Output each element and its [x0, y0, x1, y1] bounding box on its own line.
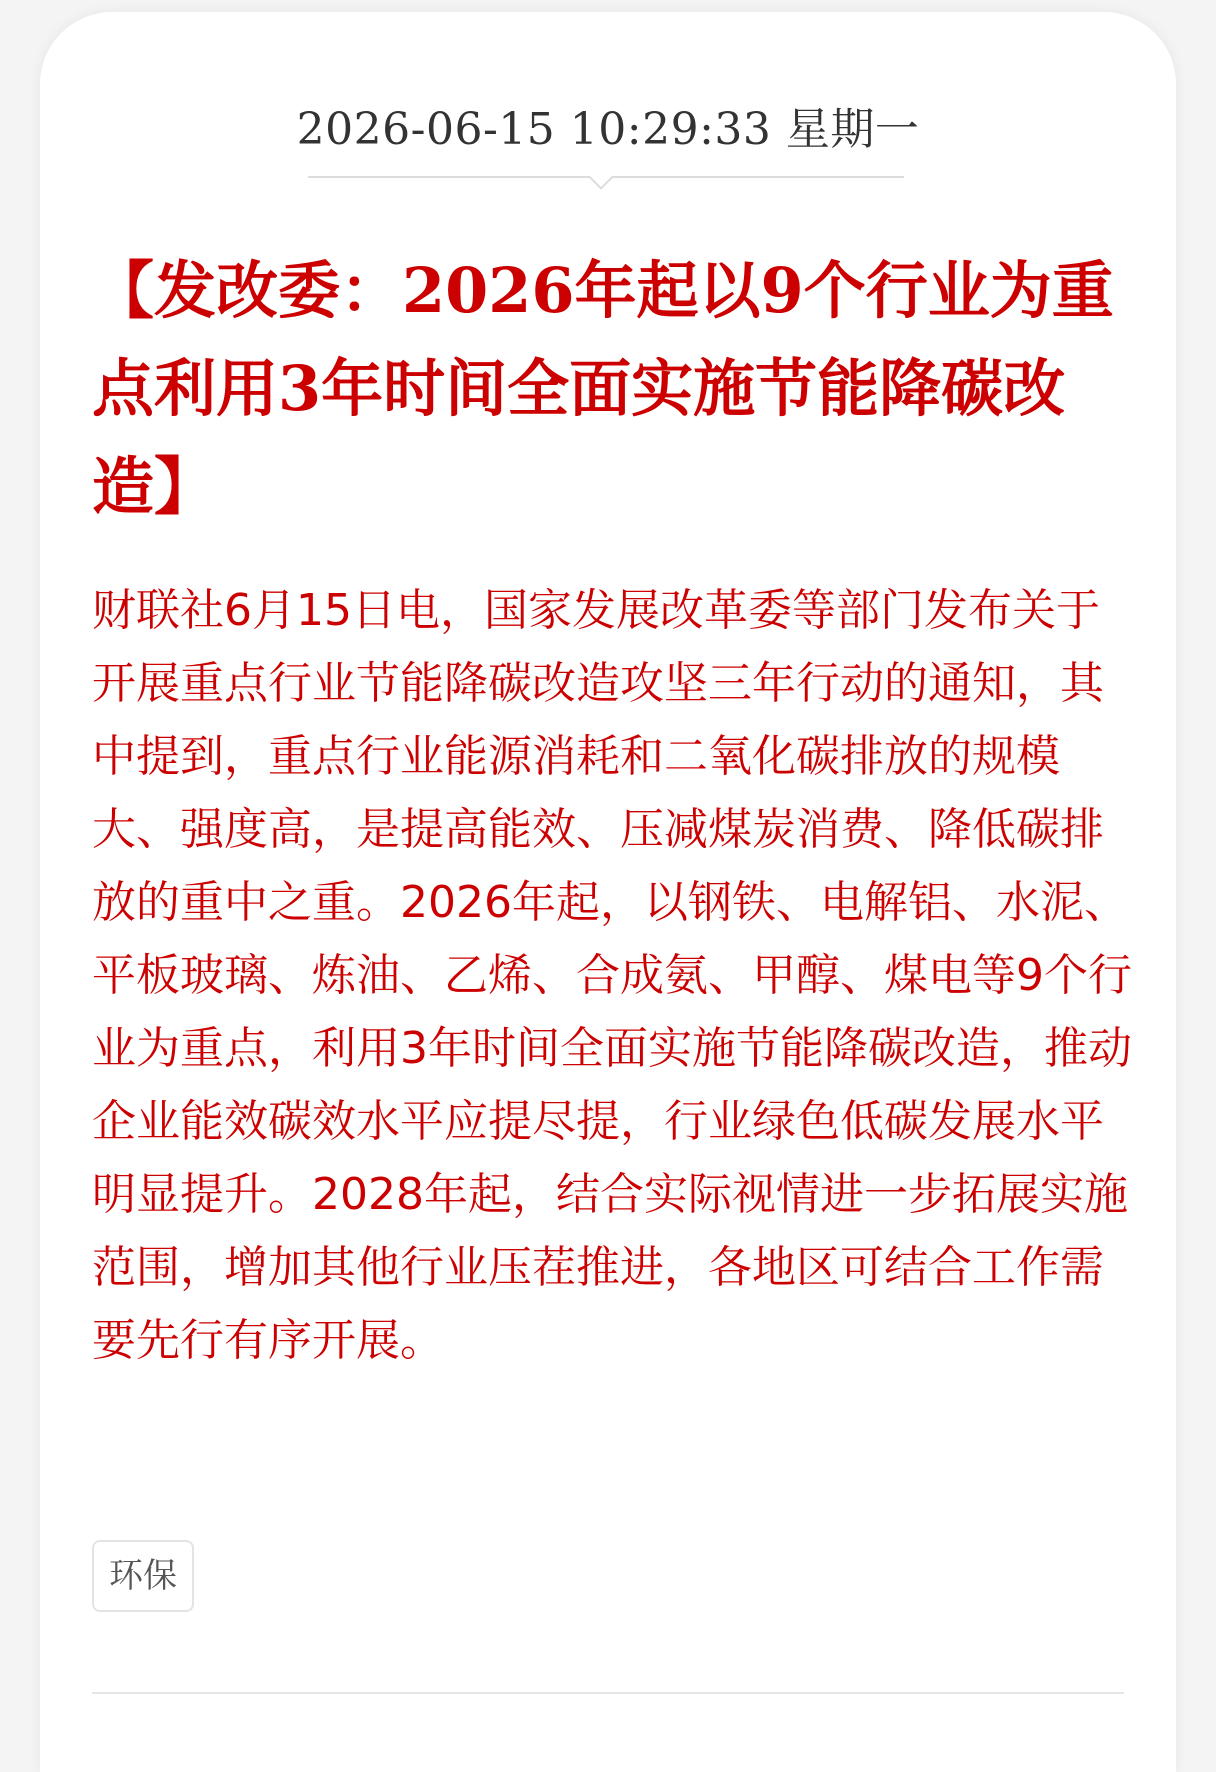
- tag-chip-environment[interactable]: 环保: [92, 1540, 194, 1612]
- bottom-divider: [92, 1692, 1124, 1694]
- article-card: [40, 12, 1176, 1772]
- article-body: 财联社6月15日电，国家发展改革委等部门发布关于开展重点行业节能降碳改造攻坚三年行动的通知，其中提到，重点行业能源消耗和二氧化碳排放的规模大、强度高，是提高能效、压减煤炭消费、降低碳排放的重中之重。2026年起，以钢铁、电解铝、水泥、平板玻璃、炼油、乙烯、合成氨、甲醇、煤电等9个行业为重点，利用3年时间全面实施节能降碳改造，推动企业能效碳效水平应提尽提，行业绿色低碳发展水平明显提升。2028年起，结合实际视情进一步拓展实施范围，增加其他行业压茬推进，各地区可结合工作需要先行有序开展。: [92, 585, 1132, 1366]
- article-headline: 【发改委：2026年起以9个行业为重点利用3年时间全面实施节能降碳改造】: [92, 254, 1114, 523]
- divider-notch: [588, 164, 613, 189]
- article-timestamp: 2026-06-15 10:29:33 星期一: [296, 104, 920, 155]
